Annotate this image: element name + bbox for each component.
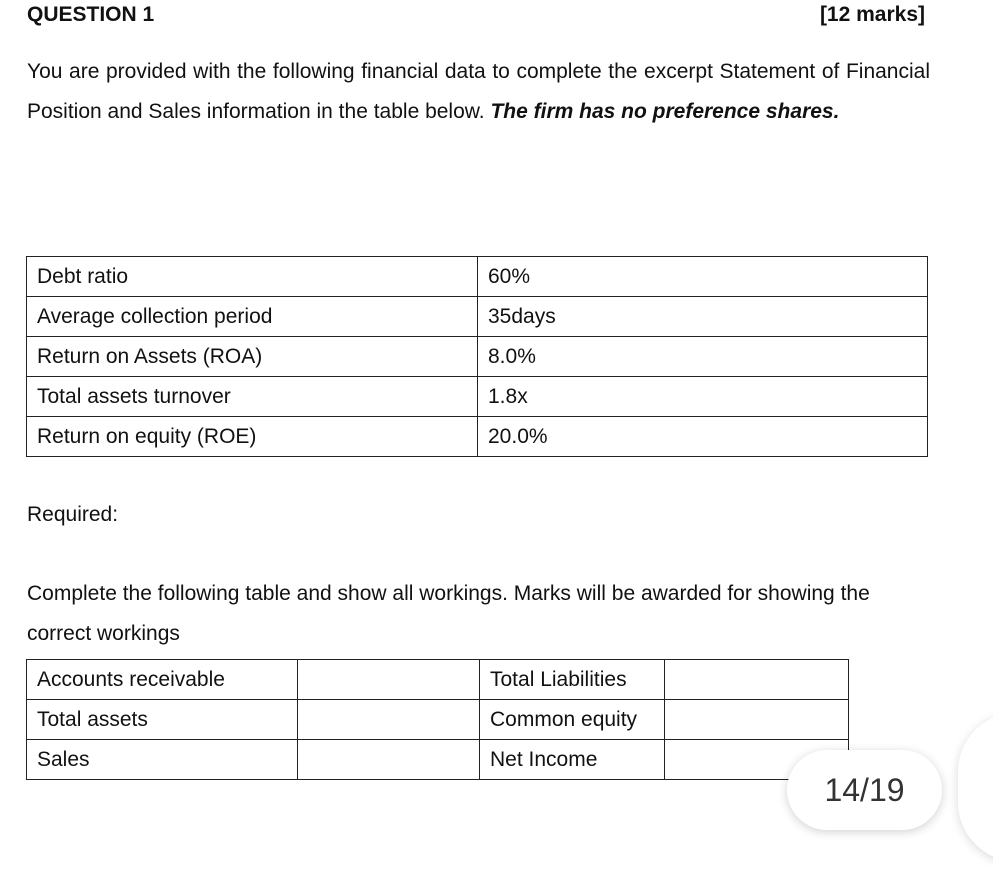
data-label: Return on equity (ROE) <box>27 417 478 457</box>
data-label: Return on Assets (ROA) <box>27 337 478 377</box>
data-value: 60% <box>478 257 928 297</box>
data-value: 20.0% <box>478 417 928 457</box>
data-label: Debt ratio <box>27 257 478 297</box>
work-answer-cell <box>665 700 849 740</box>
work-label: Total assets <box>27 700 298 740</box>
question-marks: [12 marks] <box>819 3 925 26</box>
data-value: 35days <box>478 297 928 337</box>
data-value: 1.8x <box>478 377 928 417</box>
table-row <box>27 740 849 780</box>
table-row <box>27 257 928 297</box>
instruction-text: Complete the following table and show all workings. Marks will be awarded for showing the correct workings <box>27 582 870 645</box>
work-label: Total Liabilities <box>480 660 665 700</box>
work-label: Net Income <box>480 740 665 780</box>
required-label: Required: <box>27 503 119 526</box>
table-row <box>27 700 849 740</box>
data-label: Total assets turnover <box>27 377 478 417</box>
question-title: QUESTION 1 <box>27 3 155 26</box>
work-answer-cell <box>298 700 480 740</box>
work-label: Accounts receivable <box>27 660 298 700</box>
intro-text: You are provided with the following financial data to complete the excerpt Statement of Financial Position and Sales information in the table below. <box>27 60 930 123</box>
work-answer-cell <box>298 740 480 780</box>
workings-table <box>26 659 849 780</box>
table-row <box>27 297 928 337</box>
side-scroll-tab[interactable] <box>958 712 993 862</box>
intro-paragraph <box>27 52 930 131</box>
table-row <box>27 660 849 700</box>
work-label: Common equity <box>480 700 665 740</box>
work-answer-cell <box>665 660 849 700</box>
table-row <box>27 417 928 457</box>
page-indicator: 14/19 <box>787 750 942 830</box>
financial-data-table <box>26 256 928 457</box>
table-row <box>27 377 928 417</box>
data-value: 8.0% <box>478 337 928 377</box>
data-label: Average collection period <box>27 297 478 337</box>
work-answer-cell <box>298 660 480 700</box>
work-label: Sales <box>27 740 298 780</box>
table-row <box>27 337 928 377</box>
intro-emphasis: The firm has no preference shares. <box>490 99 840 123</box>
